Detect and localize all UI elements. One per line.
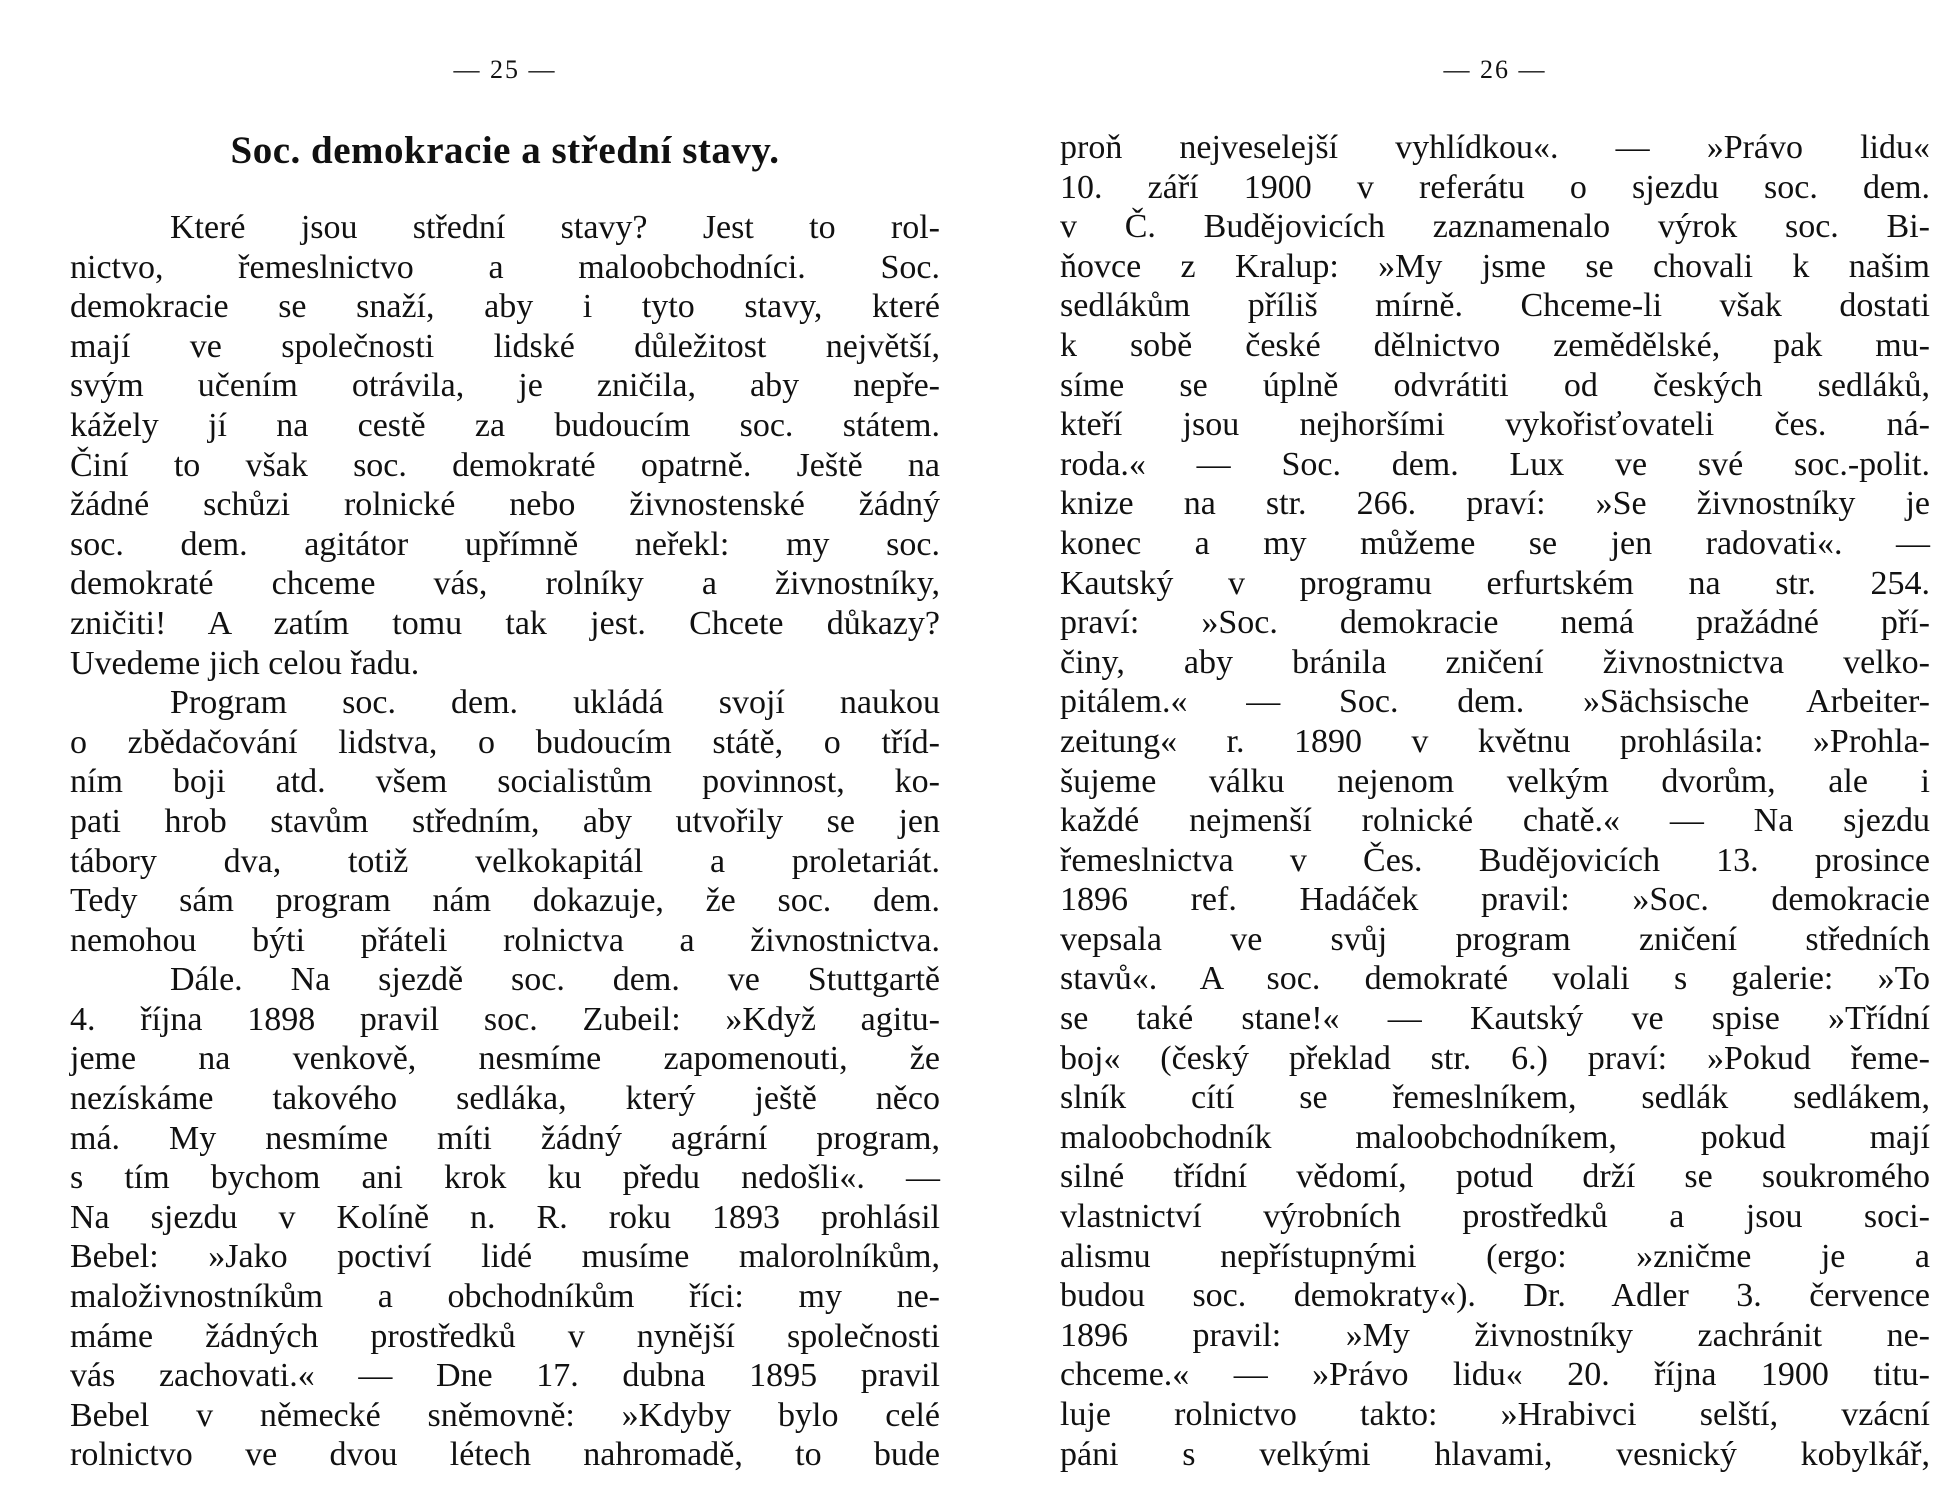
left-page-text <box>70 208 940 1475</box>
right-page <box>1060 0 1930 1500</box>
text-line: vepsala ve svůj program zničení středních <box>1060 920 1930 958</box>
text-line: knize na str. 266. praví: »Se živnostníky je <box>1060 485 1930 523</box>
text-line: činy, aby bránila zničení živnostnictva velko- <box>1060 643 1930 681</box>
text-line: Uvedeme jich celou řadu. <box>70 644 420 682</box>
text-line: Bebel v německé sněmovně: »Kdyby bylo celé <box>70 1396 940 1434</box>
text-line: 4. října 1898 pravil soc. Zubeil: »Když agitu- <box>70 1000 940 1038</box>
text-line: ním boji atd. všem socialistům povinnost, ko- <box>70 763 940 801</box>
text-line: má. My nesmíme míti žádný agrární program, <box>70 1119 940 1157</box>
text-line: Program soc. dem. ukládá svojí naukou <box>170 684 940 722</box>
text-line: máme žádných prostředků v nynější společnosti <box>70 1317 940 1355</box>
text-line: slník cítí se řemeslníkem, sedlák sedlákem, <box>1060 1079 1930 1117</box>
right-page-text <box>1060 128 1930 1474</box>
chapter-title: Soc. demokracie a střední stavy. <box>230 129 780 172</box>
text-line: Na sjezdu v Kolíně n. R. roku 1893 prohlásil <box>70 1198 940 1236</box>
text-line: sedlákům příliš mírně. Chceme-li však dostati <box>1060 287 1930 325</box>
text-line: stavů«. A soc. demokraté volali s galerie: »To <box>1060 960 1930 998</box>
text-line: maloobchodník maloobchodníkem, pokud mají <box>1060 1118 1930 1156</box>
text-line: chceme.« — »Právo lidu« 20. října 1900 titu- <box>1060 1356 1930 1394</box>
text-line: Činí to však soc. demokraté opatrně. Ještě na <box>70 446 940 484</box>
text-line: vlastnictví výrobních prostředků a jsou soci- <box>1060 1198 1930 1236</box>
text-line: pitálem.« — Soc. dem. »Sächsische Arbeiter- <box>1060 683 1930 721</box>
text-line: Bebel: »Jako poctiví lidé musíme malorolníkům, <box>70 1238 940 1276</box>
text-line: každé nejmenší rolnické chatě.« — Na sjezdu <box>1060 802 1930 840</box>
text-line: budou soc. demokraty«). Dr. Adler 3. července <box>1060 1277 1930 1315</box>
text-line: zeitung« r. 1890 v květnu prohlásila: »Prohla- <box>1060 722 1930 760</box>
text-line: k sobě české dělnictvo zemědělské, pak mu- <box>1060 326 1930 364</box>
text-line: Které jsou střední stavy? Jest to rol- <box>170 209 940 246</box>
text-line: praví: »Soc. demokracie nemá pražádné pří- <box>1060 604 1930 642</box>
text-line: se také stane!« — Kautský ve spise »Třídní <box>1060 1000 1930 1038</box>
text-line: v Č. Budějovicích zaznamenalo výrok soc. Bi- <box>1060 208 1930 246</box>
text-line: řemeslnictva v Čes. Budějovicích 13. prosince <box>1060 841 1930 879</box>
page-number-left: — 25 — <box>453 55 557 84</box>
text-line: s tím bychom ani krok ku předu nedošli«. — <box>70 1159 940 1197</box>
text-line: kážely jí na cestě za budoucím soc. státem. <box>70 406 940 444</box>
left-page <box>70 0 940 1500</box>
text-line: ňovce z Kralup: »My jsme se chovali k našim <box>1060 247 1930 285</box>
text-line: zničiti! A zatím tomu tak jest. Chcete důkazy? <box>70 604 940 642</box>
text-line: tábory dva, totiž velkokapitál a proletariát. <box>70 842 940 880</box>
text-line: proň nejveselejší vyhlídkou«. — »Právo lidu« <box>1060 129 1930 166</box>
text-line: mají ve společnosti lidské důležitost největší, <box>70 327 940 365</box>
text-line: roda.« — Soc. dem. Lux ve své soc.-polit. <box>1060 445 1930 483</box>
text-line: alismu nepřístupnými (ergo: »zničme je a <box>1060 1237 1930 1275</box>
text-line: Kautský v programu erfurtském na str. 254. <box>1060 564 1930 602</box>
text-line: silné třídní vědomí, potud drží se soukromého <box>1060 1158 1930 1196</box>
text-line: vás zachovati.« — Dne 17. dubna 1895 pravil <box>70 1357 940 1395</box>
text-line: demokracie se snaží, aby i tyto stavy, které <box>70 288 940 326</box>
text-line: o zbědačování lidstva, o budoucím státě, o tříd- <box>70 723 940 761</box>
text-line: luje rolnictvo takto: »Hrabivci selští, vzácní <box>1060 1396 1930 1433</box>
text-line: boj« (český překlad str. 6.) praví: »Pokud řeme- <box>1060 1039 1930 1077</box>
text-line: Dále. Na sjezdě soc. dem. ve Stuttgartě <box>170 961 940 999</box>
text-line: 1896 ref. Hadáček pravil: »Soc. demokracie <box>1060 881 1930 919</box>
text-line: 1896 pravil: »My živnostníky zachránit ne- <box>1060 1316 1930 1354</box>
text-line: jeme na venkově, nesmíme zapomenouti, že <box>70 1040 940 1078</box>
text-line: síme se úplně odvrátiti od českých sedláků, <box>1060 366 1930 404</box>
text-line: kteří jsou nejhoršími vykořisťovateli čes. ná- <box>1060 406 1930 444</box>
text-line: soc. dem. agitátor upřímně neřekl: my soc. <box>70 525 940 563</box>
text-line: šujeme válku nejenom velkým dvorům, ale i <box>1060 762 1930 800</box>
text-line: nezískáme takového sedláka, který ještě něco <box>70 1080 940 1118</box>
text-line: pati hrob stavům středním, aby utvořily se jen <box>70 802 940 840</box>
text-line: konec a my můžeme se jen radovati«. — <box>1060 524 1930 562</box>
text-line: rolnictvo ve dvou létech nahromadě, to bude <box>70 1436 940 1474</box>
page-number-right: — 26 — <box>1443 55 1547 84</box>
text-line: maloživnostníkům a obchodníkům říci: my ne- <box>70 1278 940 1316</box>
text-line: žádné schůzi rolnické nebo živnostenské žádný <box>70 486 940 524</box>
text-line: Tedy sám program nám dokazuje, že soc. dem. <box>70 882 940 920</box>
text-line: demokraté chceme vás, rolníky a živnostníky, <box>70 565 940 603</box>
text-line: nictvo, řemeslnictvo a maloobchodníci. Soc. <box>70 248 940 286</box>
text-line: 10. září 1900 v referátu o sjezdu soc. dem. <box>1060 168 1930 206</box>
text-line: svým učením otrávila, je zničila, aby nepře- <box>70 367 940 405</box>
text-line: páni s velkými hlavami, vesnický kobylkář, <box>1060 1435 1930 1473</box>
text-line: nemohou býti přáteli rolnictva a živnostnictva. <box>70 921 940 959</box>
